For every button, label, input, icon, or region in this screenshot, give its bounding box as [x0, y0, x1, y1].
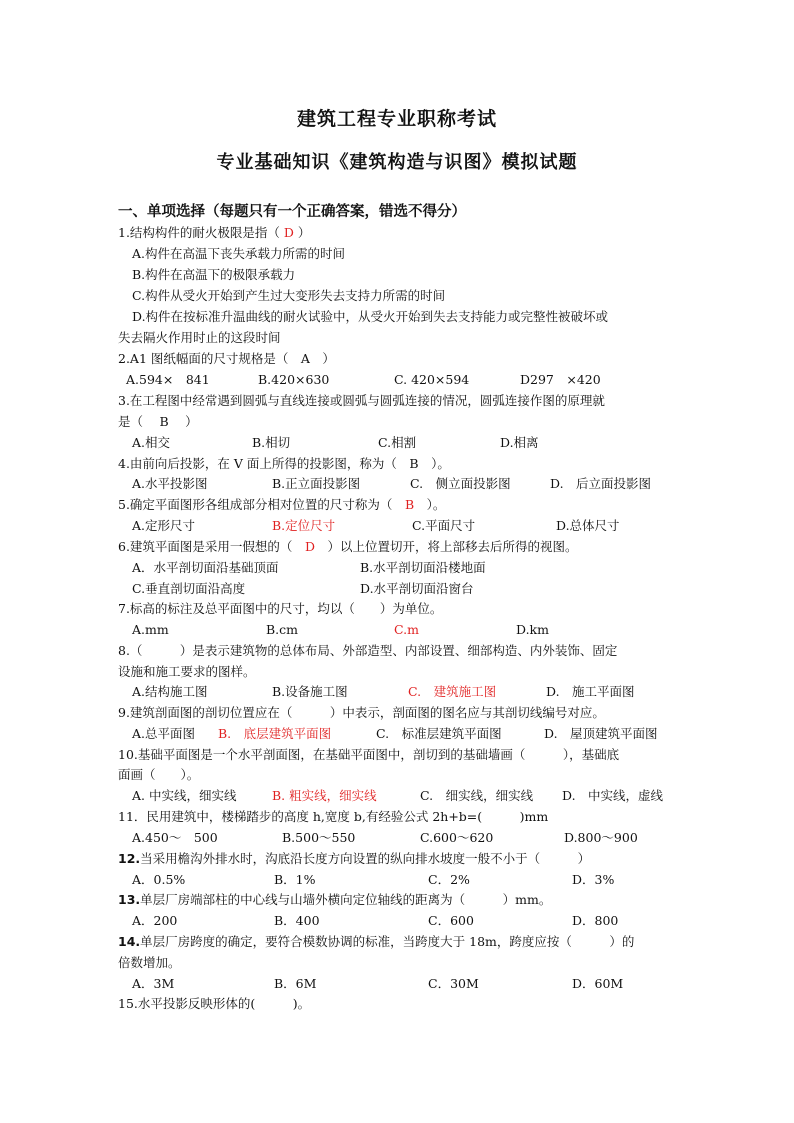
question-1: 1.结构构件的耐火极限是指（ D ） [118, 225, 311, 240]
question-13-options [132, 910, 692, 931]
option-b: B．400 [274, 913, 320, 928]
question-3-options [132, 432, 692, 453]
option-b: B.设备施工图 [272, 684, 348, 699]
option-a: A.594× 841 [126, 372, 210, 387]
option-a: A.构件在高温下丧失承载力所需的时间 [132, 246, 346, 261]
question-5-options [132, 515, 692, 536]
option-d: D297 ×420 [520, 372, 601, 387]
question-11: 11．民用建筑中，楼梯踏步的高度 h,宽度 b,有经验公式 2h+b=( )mm [118, 809, 549, 824]
option-a: A．0.5% [132, 872, 186, 887]
option-a: A.450～ 500 [132, 830, 218, 845]
option-c: C. 建筑施工图 [408, 684, 497, 699]
option-c: C. 侧立面投影图 [410, 476, 511, 491]
option-b: B. 底层建筑平面图 [218, 726, 332, 741]
option-b: B.420×630 [258, 372, 330, 387]
question-14: 14.单层厂房跨度的确定，要符合模数协调的标准，当跨度大于 18m，跨度应按（ ）的 [118, 934, 635, 949]
question-12-options [132, 869, 692, 890]
option-b: B.水平剖切面沿楼地面 [360, 560, 486, 575]
question-10: 10.基础平面图是一个水平剖面图，在基础平面图中，剖切到的基础墙画（ ），基础底 [118, 747, 620, 762]
option-a: A.总平面图 [132, 726, 196, 741]
question-2: 2.A1 图纸幅面的尺寸规格是（ A ） [118, 351, 335, 366]
option-a: A. 中实线，细实线 [132, 788, 237, 803]
option-c: C.构件从受火开始到产生过大变形失去支持力所需的时间 [132, 288, 446, 303]
option-b: B.定位尺寸 [272, 518, 336, 533]
option-b: B.构件在高温下的极限承载力 [132, 267, 296, 282]
option-c: C.600～620 [420, 830, 494, 845]
question-9-options [132, 723, 692, 744]
option-a: A．水平剖切面沿基础顶面 [132, 560, 279, 575]
question-9: 9.建筑剖面图的剖切位置应在（ ）中表示，剖面图的图名应与其剖切线编号对应。 [118, 705, 605, 720]
option-c: C.垂直剖切面沿高度 [132, 581, 246, 596]
answer-mark: B [392, 497, 427, 512]
option-a: A.结构施工图 [132, 684, 208, 699]
question-4: 4.由前向后投影，在 V 面上所得的投影图，称为（ B ）。 [118, 456, 450, 471]
question-10-continued: 面画（ ）。 [118, 767, 200, 782]
option-c: C．30M [428, 976, 479, 991]
question-3-continued: 是（ B ） [118, 414, 198, 429]
question-10-options [132, 785, 692, 806]
option-d: D. 屋顶建筑平面图 [544, 726, 658, 741]
option-d: D.水平剖切面沿窗台 [360, 581, 474, 596]
document-title: 建筑工程专业职称考试 [296, 108, 497, 130]
document-subtitle: 专业基础知识《建筑构造与识图》模拟试题 [216, 152, 578, 173]
question-5: 5.确定平面图形各组成部分相对位置的尺寸称为（ B ）。 [118, 497, 446, 512]
answer-mark: D [279, 225, 298, 240]
option-b: B．6M [274, 976, 317, 991]
option-b: B.相切 [252, 435, 291, 450]
question-7: 7.标高的标注及总平面图中的尺寸，均以（ ）为单位。 [118, 601, 443, 616]
option-d-continued: 失去隔火作用时止的这段时间 [118, 330, 281, 345]
option-d: D.构件在按标准升温曲线的耐火试验中，从受火开始到失去支持能力或完整性被破坏或 [132, 309, 609, 324]
option-d: D.800～900 [564, 830, 638, 845]
option-d: D．60M [572, 976, 624, 991]
option-d: D. 施工平面图 [546, 684, 635, 699]
option-c: C．2% [428, 872, 470, 887]
question-6-options-row-2 [132, 578, 692, 599]
option-a: A．200 [132, 913, 178, 928]
option-d: D. 中实线，虚线 [562, 788, 664, 803]
section-heading: 一、单项选择（每题只有一个正确答案，错选不得分） [118, 204, 466, 220]
option-a: A.mm [132, 622, 169, 637]
option-b: B.正立面投影图 [272, 476, 361, 491]
option-a: A.定形尺寸 [132, 518, 196, 533]
question-13: 13.单层厂房端部柱的中心线与山墙外横向定位轴线的距离为（ ）mm。 [118, 892, 552, 907]
question-11-options [132, 827, 692, 848]
option-d: D.km [516, 622, 549, 637]
option-d: D.相离 [500, 435, 539, 450]
option-c: C. 420×594 [394, 372, 470, 387]
question-6-options-row-1 [132, 557, 692, 578]
question-8-continued: 设施和施工要求的图样。 [118, 664, 256, 679]
question-3: 3.在工程图中经常遇到圆弧与直线连接或圆弧与圆弧连接的情况，圆弧连接作图的原理就 [118, 393, 605, 408]
question-15: 15.水平投影反映形体的( )。 [118, 996, 311, 1011]
option-c: C. 标准层建筑平面图 [376, 726, 502, 741]
question-6: 6.建筑平面图是采用一假想的（ D ）以上位置切开，将上部移去后所得的视图。 [118, 539, 578, 554]
answer-mark: D [292, 539, 328, 554]
option-b: B．1% [274, 872, 316, 887]
option-a: A.水平投影图 [132, 476, 208, 491]
option-b: B.cm [266, 622, 299, 637]
question-14-continued: 倍数增加。 [118, 955, 181, 970]
question-4-options [132, 473, 692, 494]
option-c: C.相割 [378, 435, 417, 450]
option-d: D．3% [572, 872, 615, 887]
question-12: 12.当采用檐沟外排水时，沟底沿长度方向设置的纵向排水坡度一般不小于（ ） [118, 851, 591, 866]
option-c: C．600 [428, 913, 474, 928]
question-14-options [132, 973, 692, 994]
question-8-options [132, 681, 692, 702]
question-8: 8.（ ）是表示建筑物的总体布局、外部造型、内部设置、细部构造、内外装饰、固定 [118, 643, 618, 658]
question-2-options [126, 369, 686, 390]
option-b: B. 粗实线，细实线 [272, 788, 377, 803]
option-d: D.总体尺寸 [556, 518, 620, 533]
option-b: B.500～550 [282, 830, 356, 845]
question-7-options [132, 619, 692, 640]
option-c: C.平面尺寸 [412, 518, 476, 533]
option-c: C. 细实线，细实线 [420, 788, 534, 803]
option-c: C.m [394, 622, 419, 637]
option-a: A．3M [132, 976, 175, 991]
option-d: D．800 [572, 913, 619, 928]
option-d: D. 后立面投影图 [550, 476, 652, 491]
option-a: A.相交 [132, 435, 171, 450]
